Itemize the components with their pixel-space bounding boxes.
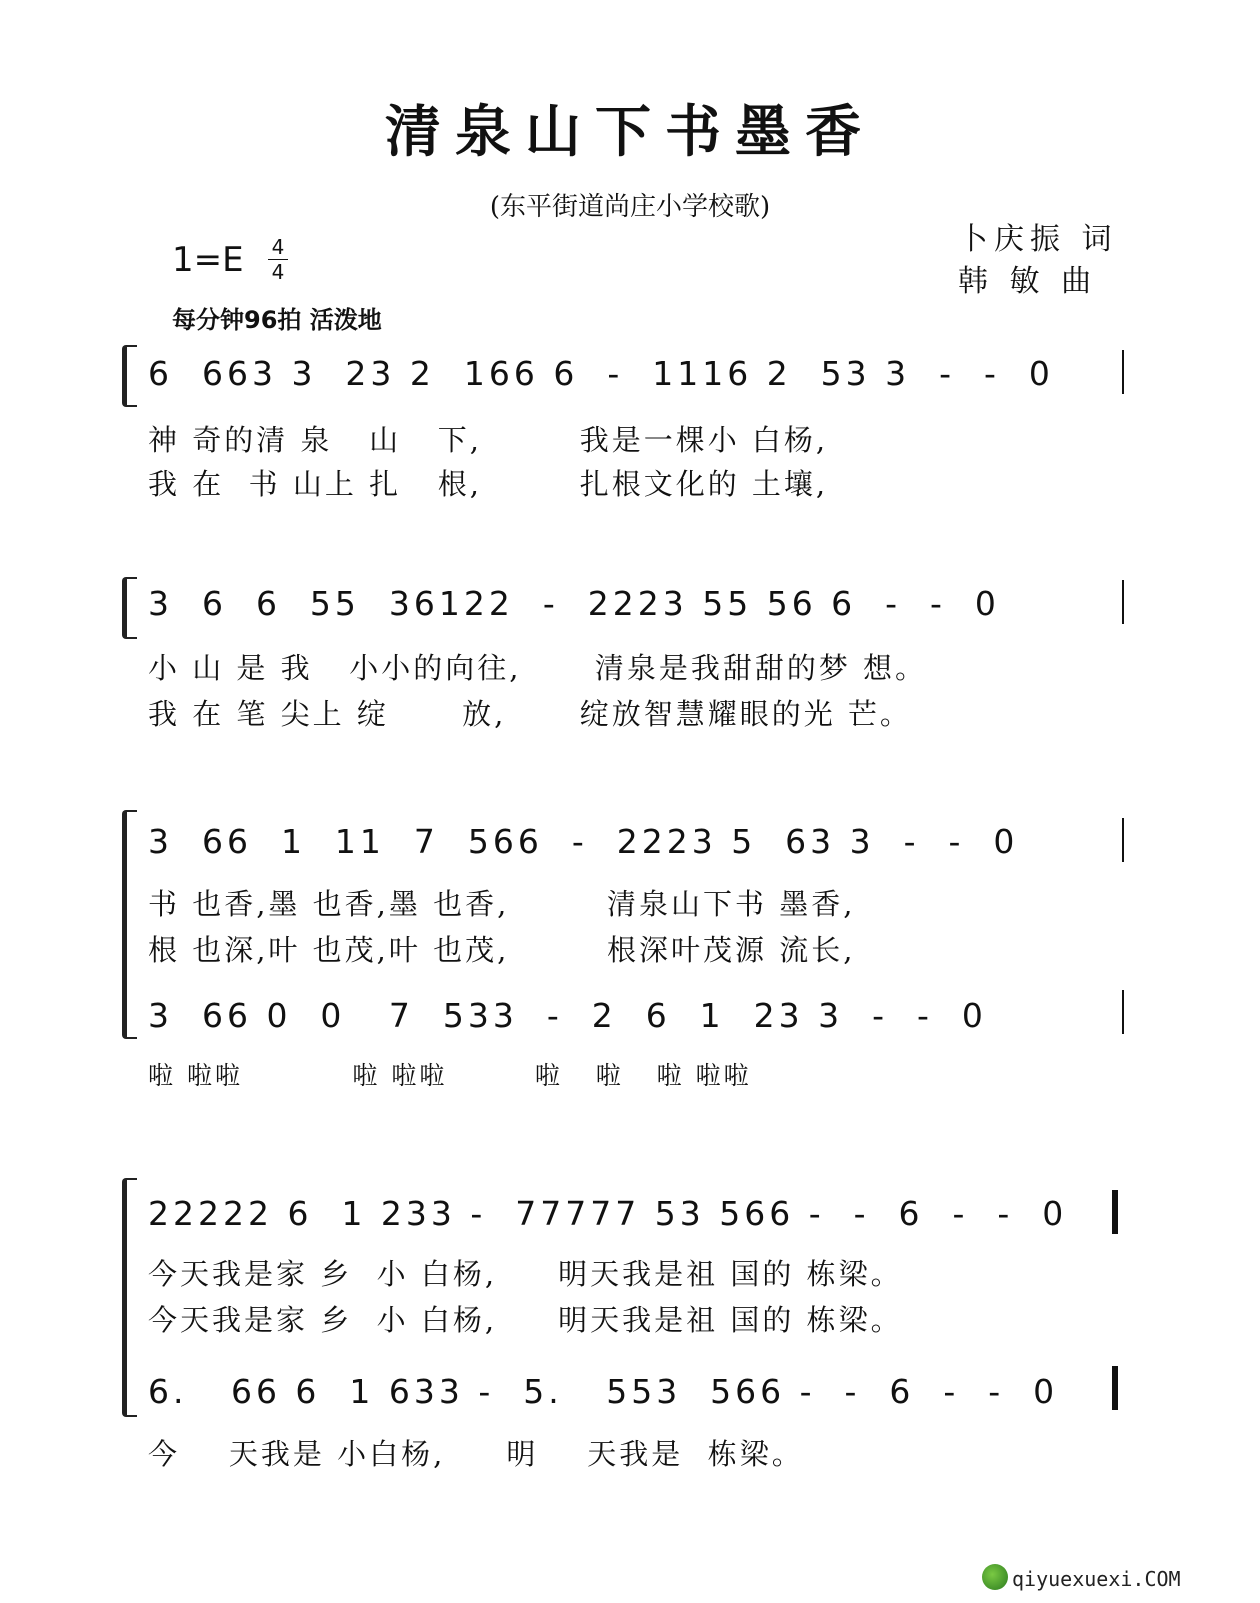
system-bracket [122,1178,137,1417]
lyric-line: 小 山 是 我 小小的向往, 清泉是我甜甜的梦 想。 [148,651,928,685]
lyric-line: 今天我是家 乡 小 白杨, 明天我是祖 国的 栋梁。 [148,1257,903,1291]
time-signature [268,236,288,283]
notation-line: 22222 6 1 233 - 77777 53 566 - - 6 - - 0 [148,1194,1068,1233]
tempo-marking: 每分钟96拍 活泼地 [172,306,382,334]
final-barline [1112,1190,1118,1234]
lyric-line: 书 也香,墨 也香,墨 也香, 清泉山下书 墨香, [148,887,856,921]
barline [1122,818,1124,862]
lyric-line: 啦 啦啦 啦 啦啦 啦 啦 啦 啦啦 [148,1061,752,1090]
lyric-line: 今天我是家 乡 小 白杨, 明天我是祖 国的 栋梁。 [148,1303,903,1337]
lyric-line: 神 奇的清 泉 山 下, 我是一棵小 白杨, [148,423,829,457]
notation-line: 3 66 0 0 7 533 - 2 6 1 23 3 - - 0 [148,996,987,1035]
time-signature-top: 4 [271,235,285,259]
lyric-line: 我 在 书 山上 扎 根, 扎根文化的 土壤, [148,467,829,501]
lyric-line: 我 在 笔 尖上 绽 放, 绽放智慧耀眼的光 芒。 [148,697,912,731]
composer-credit: 韩 敏 曲 [958,264,1098,299]
lyric-line: 今 天我是 小白杨, 明 天我是 栋梁。 [148,1437,804,1471]
final-barline [1112,1366,1118,1410]
barline [1122,350,1124,394]
watermark[interactable]: qiyuexuexi.COM [1012,1567,1181,1591]
system-bracket [122,345,137,407]
notation-line: 6 663 3 23 2 166 6 - 1116 2 53 3 - - 0 [148,354,1054,393]
time-signature-bottom: 4 [271,260,285,284]
watermark-logo-icon [982,1564,1008,1590]
lyricist-credit: 卜庆振 词 [958,222,1118,257]
song-subtitle: (东平街道尚庄小学校歌) [489,192,771,222]
barline [1122,580,1124,624]
lyric-line: 根 也深,叶 也茂,叶 也茂, 根深叶茂源 流长, [148,933,856,967]
song-title: 清泉山下书墨香 [385,99,875,165]
system-bracket [122,810,137,1039]
key-signature: 1=E [172,240,244,280]
notation-line: 3 66 1 11 7 566 - 2223 5 63 3 - - 0 [148,822,1019,861]
notation-line: 3 6 6 55 36122 - 2223 55 56 6 - - 0 [148,584,1000,623]
barline [1122,990,1124,1034]
notation-line: 6. 66 6 1 633 - 5. 553 566 - - 6 - - 0 [148,1372,1059,1411]
system-bracket [122,577,137,639]
